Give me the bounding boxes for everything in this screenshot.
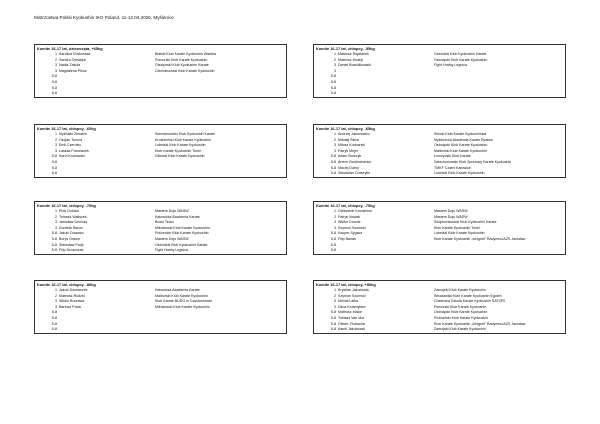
place-cell: 2 <box>55 57 57 62</box>
place-cell: 5-8 <box>330 231 336 236</box>
club-name <box>155 327 286 333</box>
competitor-name: Maciej Dobry <box>338 165 359 170</box>
competitor-name <box>59 327 155 333</box>
place-cell: 1 <box>334 132 336 137</box>
place-cell: 5-8 <box>51 321 57 326</box>
competitor-name <box>338 248 434 254</box>
competitor-name: Krystian Jakubczak <box>338 288 369 293</box>
category-box <box>34 280 287 334</box>
competitor-name: Patryk Nowak <box>338 214 361 219</box>
place-cell: 2 <box>55 214 57 219</box>
club-name: Klub Karate Kyokushin Toshi <box>155 148 201 153</box>
club-name: Policeckie Klub Karate Kyokushin <box>155 231 209 236</box>
place-cell: 3 <box>334 220 336 225</box>
place-cell: 3 <box>55 143 57 148</box>
club-name: Wrocławski Klub Karate Kyokushin Egoleń <box>434 293 502 298</box>
place-cell: 5-8 <box>51 74 57 79</box>
place-cell: 3 <box>334 148 336 153</box>
club-name: Lubelski Klub Karate Kyokushin <box>434 231 485 236</box>
place-cell: 1 <box>334 288 336 293</box>
club-name: Klub Karate Kyokushin Toshi <box>434 225 480 230</box>
competitor-name: Dominik Baron <box>59 225 83 230</box>
competitor-name <box>338 91 434 97</box>
competitor-name: Mateusz Rajatanek <box>338 52 369 57</box>
place-cell: 5-8 <box>51 310 57 315</box>
club-name: Katowicka Akademia Karate <box>155 214 200 219</box>
place-cell: 3 <box>55 148 57 153</box>
category-box <box>313 44 566 98</box>
competitor-name: Bartosz Polok <box>59 304 82 309</box>
place-cell: 5-8 <box>330 154 336 159</box>
place-cell: 3 <box>55 220 57 225</box>
category-header: Kumite 16-17 lat, chłopcy, +80kg <box>316 282 376 288</box>
result-row <box>35 248 286 254</box>
place-cell: 3 <box>334 225 336 230</box>
result-row <box>314 327 565 333</box>
place-cell: 5-8 <box>330 242 336 247</box>
category-header: Kumite 16-17 lat, dziewczęta, +65kg <box>37 46 103 52</box>
club-name <box>155 171 286 177</box>
place-cell: 5-8 <box>330 316 336 321</box>
club-name: Zamojski Klub Karate Kyokushin <box>434 327 486 332</box>
competitor-name: Daniel Brachlikowski <box>338 63 371 68</box>
page-title: Mistrzostwa Polski Kyokushin IKO Poland, 11-12.04.2026, Myślenice <box>34 15 174 20</box>
place-cell: 3 <box>334 299 336 304</box>
club-name: Ostrołęcki Klub Karate Kyokushin <box>434 310 488 315</box>
competitor-name: Patryk Mejer <box>338 148 359 153</box>
club-name: Katowicka Akademia Karate <box>155 288 200 293</box>
club-name: Łomżyński Klub Karate <box>434 154 471 159</box>
place-cell: 3 <box>55 68 57 73</box>
club-name: Krośnieński Klub Karate Kyokushin <box>155 137 211 142</box>
competitor-name: Kacper Sygacz <box>338 231 363 236</box>
club-name <box>434 248 565 254</box>
place-cell: 1 <box>55 209 57 214</box>
place-cell: 5-8 <box>51 237 57 242</box>
place-cell: 2 <box>334 137 336 142</box>
competitor-name: Borys Grauer <box>59 237 81 242</box>
competitor-name: Emil Czernlec <box>59 143 82 148</box>
place-cell: 3 <box>55 63 57 68</box>
competitor-name: Sebastian Chavrytło <box>338 171 371 176</box>
category-header: Kumite 16-17 lat, chłopcy, -65kg <box>316 126 375 132</box>
result-row <box>314 171 565 177</box>
club-name: Lubelski Klub Karate Kyokushin <box>155 143 206 148</box>
club-name: Masters Dojo WAŚW <box>155 209 189 214</box>
club-name: Bushi Team <box>155 220 174 225</box>
competitor-name: Tobiasz Van Moi <box>338 316 365 321</box>
place-cell: 5-8 <box>51 165 57 170</box>
club-name: Gliwicki Klub Karate Kyokushin <box>155 154 205 159</box>
competitor-name: Adam Burczyk <box>338 154 362 159</box>
competitor-name <box>59 171 155 177</box>
club-name: Olsztyński Klub Kyokushin Karate <box>155 63 209 68</box>
category-box <box>34 201 287 255</box>
club-name: Fight Hobby Legnica <box>434 63 467 68</box>
result-row <box>35 327 286 333</box>
club-name: Ostrołęcki Klub Karate Kyokushin <box>434 143 488 148</box>
club-name: Pomorski Klub Karate Kyokushin <box>434 304 487 309</box>
competitor-name: Michał Latka <box>338 299 359 304</box>
competitor-name: Jarosław Geniusz <box>59 220 88 225</box>
place-cell: 3 <box>334 304 336 309</box>
competitor-name: Piotr Dziuba <box>59 209 79 214</box>
competitor-name: Stanisław Proje <box>59 242 84 247</box>
place-cell: 1 <box>334 52 336 57</box>
club-name: Poznański Klub Karate Kyokushin <box>434 316 488 321</box>
place-cell: 1 <box>55 132 57 137</box>
place-cell: 5-8 <box>330 165 336 170</box>
club-name: Malborski Klub Karate Kyokushin <box>434 148 487 153</box>
place-cell: 5-8 <box>51 85 57 90</box>
competitor-name: Jakub Żurawicz <box>59 231 84 236</box>
competitor-name: Karolina Grotowska <box>59 52 91 57</box>
result-row <box>35 91 286 97</box>
place-cell: 5-8 <box>330 248 336 253</box>
place-cell: 3 <box>55 225 57 230</box>
place-cell: 5-8 <box>51 91 57 96</box>
category-box <box>34 44 287 98</box>
place-cell: 5-8 <box>330 91 336 96</box>
club-name: Świętochłowicki Klub Kyokushin Karate <box>434 220 497 225</box>
club-name: Ostrołęcki Klub Karate Kyokushin <box>434 57 488 62</box>
place-cell: 5-8 <box>330 327 336 332</box>
competitor-name: Filip Banaś <box>338 237 356 242</box>
place-cell: 5-8 <box>51 160 57 165</box>
competitor-name: Mikołaj Śliwa <box>338 137 359 142</box>
competitor-name: Andrzej Jaworowicz <box>338 132 370 137</box>
place-cell: 2 <box>334 293 336 298</box>
competitor-name: Mateusz Mostył <box>338 57 363 62</box>
competitor-name: Magdalena Pikus <box>59 68 87 73</box>
place-cell: 2 <box>334 57 336 62</box>
place-cell: 2 <box>55 293 57 298</box>
competitor-name: Oleksandr Kovalchuk <box>338 209 372 214</box>
club-name: Malborski Klub Karate Kyokushin <box>155 293 208 298</box>
club-name: Ostródzki Klub Kyokushin Karate <box>434 52 487 57</box>
club-name: Klub Karate Kyokushin „Ichigeki” Radymno/AZS Jarosław <box>434 237 526 242</box>
place-cell: 5-8 <box>51 171 57 176</box>
club-name: Ciechanowski Klub Karate Kyokushin <box>155 68 215 73</box>
club-name: Kielski Klub Karate Kyokushinkai <box>434 132 487 137</box>
category-box <box>313 124 566 178</box>
club-name: Mikołowski Klub Karate Kyokushin <box>155 304 210 309</box>
club-name: TMKF Czarni Katowice <box>434 165 471 170</box>
place-cell: 5-8 <box>330 85 336 90</box>
club-name <box>434 91 565 97</box>
category-header: Kumite 16-17 lat, chłopcy, -70kg <box>37 203 96 209</box>
place-cell: 5-8 <box>51 327 57 332</box>
club-name: Klub Karate BUDO w Częstochowie <box>155 299 213 304</box>
place-cell: 3 <box>334 63 336 68</box>
result-row <box>314 248 565 254</box>
competitor-name: Jakub Dworaczek <box>59 288 88 293</box>
club-name: Dzierżoniowski Klub Sportowy Karate Kyokushin <box>434 160 512 165</box>
club-name: Siemianowicki Klub Kyokushin Karate <box>155 132 216 137</box>
category-header: Kumite 16-17 lat, chłopcy, -75kg <box>316 203 375 209</box>
place-cell: 5-8 <box>330 74 336 79</box>
category-box <box>313 280 566 334</box>
club-name: Masters Dojo WAŚW <box>434 214 468 219</box>
competitor-name: Mykhailo Zimakin <box>59 132 87 137</box>
category-box <box>34 124 287 178</box>
result-row <box>314 91 565 97</box>
place-cell: 5-8 <box>330 160 336 165</box>
competitor-name: Sandra Owsiejuk <box>59 57 87 62</box>
competitor-name: Karol Krukowski <box>59 154 85 159</box>
place-cell: 5-8 <box>330 321 336 326</box>
place-cell: 1 <box>55 52 57 57</box>
competitor-name: Wiktor Drozdz <box>338 220 361 225</box>
place-cell: 1 <box>334 209 336 214</box>
competitor-name: Kamil Jakubczak <box>338 327 365 332</box>
competitor-name: Tomasz Waliszek <box>59 214 87 219</box>
club-name: Fight Hobby Legnica <box>155 248 188 253</box>
place-cell: 5-8 <box>330 237 336 242</box>
place-cell: 3 <box>55 304 57 309</box>
club-name: Białski Klub Karate Kyokushin Wataha <box>155 52 216 57</box>
place-cell: 2 <box>334 214 336 219</box>
competitor-name: Artem Ovsishchenko <box>338 160 372 165</box>
place-cell: 5-8 <box>51 242 57 247</box>
club-name: Mikołowski Klub Karate Kyokushin <box>155 225 210 230</box>
club-name: Masters Dojo WAŚW <box>434 209 468 214</box>
competitor-name: Lasksa Franciszek <box>59 148 89 153</box>
club-name <box>155 91 286 97</box>
competitor-name: Dima Kolamytsev <box>338 304 366 309</box>
competitor-name: Szymon Szumski <box>338 225 366 230</box>
competitor-name: Miłosz Kocharski <box>338 143 365 148</box>
place-cell: 5-8 <box>51 80 57 85</box>
category-header: Kumite 16-17 lat, chłopcy, -55kg <box>316 46 375 52</box>
competitor-name: Wiktor Burzawa <box>59 299 85 304</box>
competitor-name: Oscjan Turcza <box>59 137 82 142</box>
place-cell: 5-8 <box>330 310 336 315</box>
result-row <box>35 171 286 177</box>
club-name: Zamojski Klub Karate Kyokushin <box>434 288 486 293</box>
place-cell: 5-8 <box>330 171 336 176</box>
place-cell: 5-8 <box>51 316 57 321</box>
competitor-name <box>59 91 155 97</box>
competitor-name: Filip Droszczak <box>59 248 84 253</box>
place-cell: 3 <box>55 299 57 304</box>
club-name: Masters Dojo WAŚW <box>155 237 189 242</box>
place-cell: 2 <box>55 137 57 142</box>
competitor-name: Nadia Zakuła <box>59 63 81 68</box>
club-name: Ostródzki Klub Kyokushin Karate <box>155 242 208 247</box>
place-cell: 3 <box>334 143 336 148</box>
category-header: Kumite 16-17 lat, chłopcy, -80kg <box>37 282 96 288</box>
club-name: Pomorski Klub Karate Kyokushin <box>155 57 208 62</box>
place-cell: 5-8 <box>51 154 57 159</box>
competitor-name: Szymon Szumski <box>338 293 366 298</box>
competitor-name: Mateusz Rudzki <box>59 293 85 298</box>
competitor-name: Oliwer- Rubacha <box>338 321 365 326</box>
club-name: Chełmska Szkoła Karate Kyokushin SATORI <box>434 299 505 304</box>
club-name: Klub Karate Kyokushin „Ichigeki” Radymno/AZS Jarosław <box>434 321 526 326</box>
category-header: Kumite 16-17 lat, chłopcy, -60kg <box>37 126 96 132</box>
place-cell: 1 <box>55 288 57 293</box>
club-name: Lubelski Klub Karate Kyokushin <box>434 171 485 176</box>
club-name: Myślenicka Akademia Karate Byakko <box>434 137 493 142</box>
place-cell: 5-8 <box>330 80 336 85</box>
competitor-name: Mateusz Malon <box>338 310 363 315</box>
place-cell: 5-8 <box>51 248 57 253</box>
place-cell: 3 <box>334 68 336 73</box>
place-cell: 5-8 <box>51 231 57 236</box>
category-box <box>313 201 566 255</box>
